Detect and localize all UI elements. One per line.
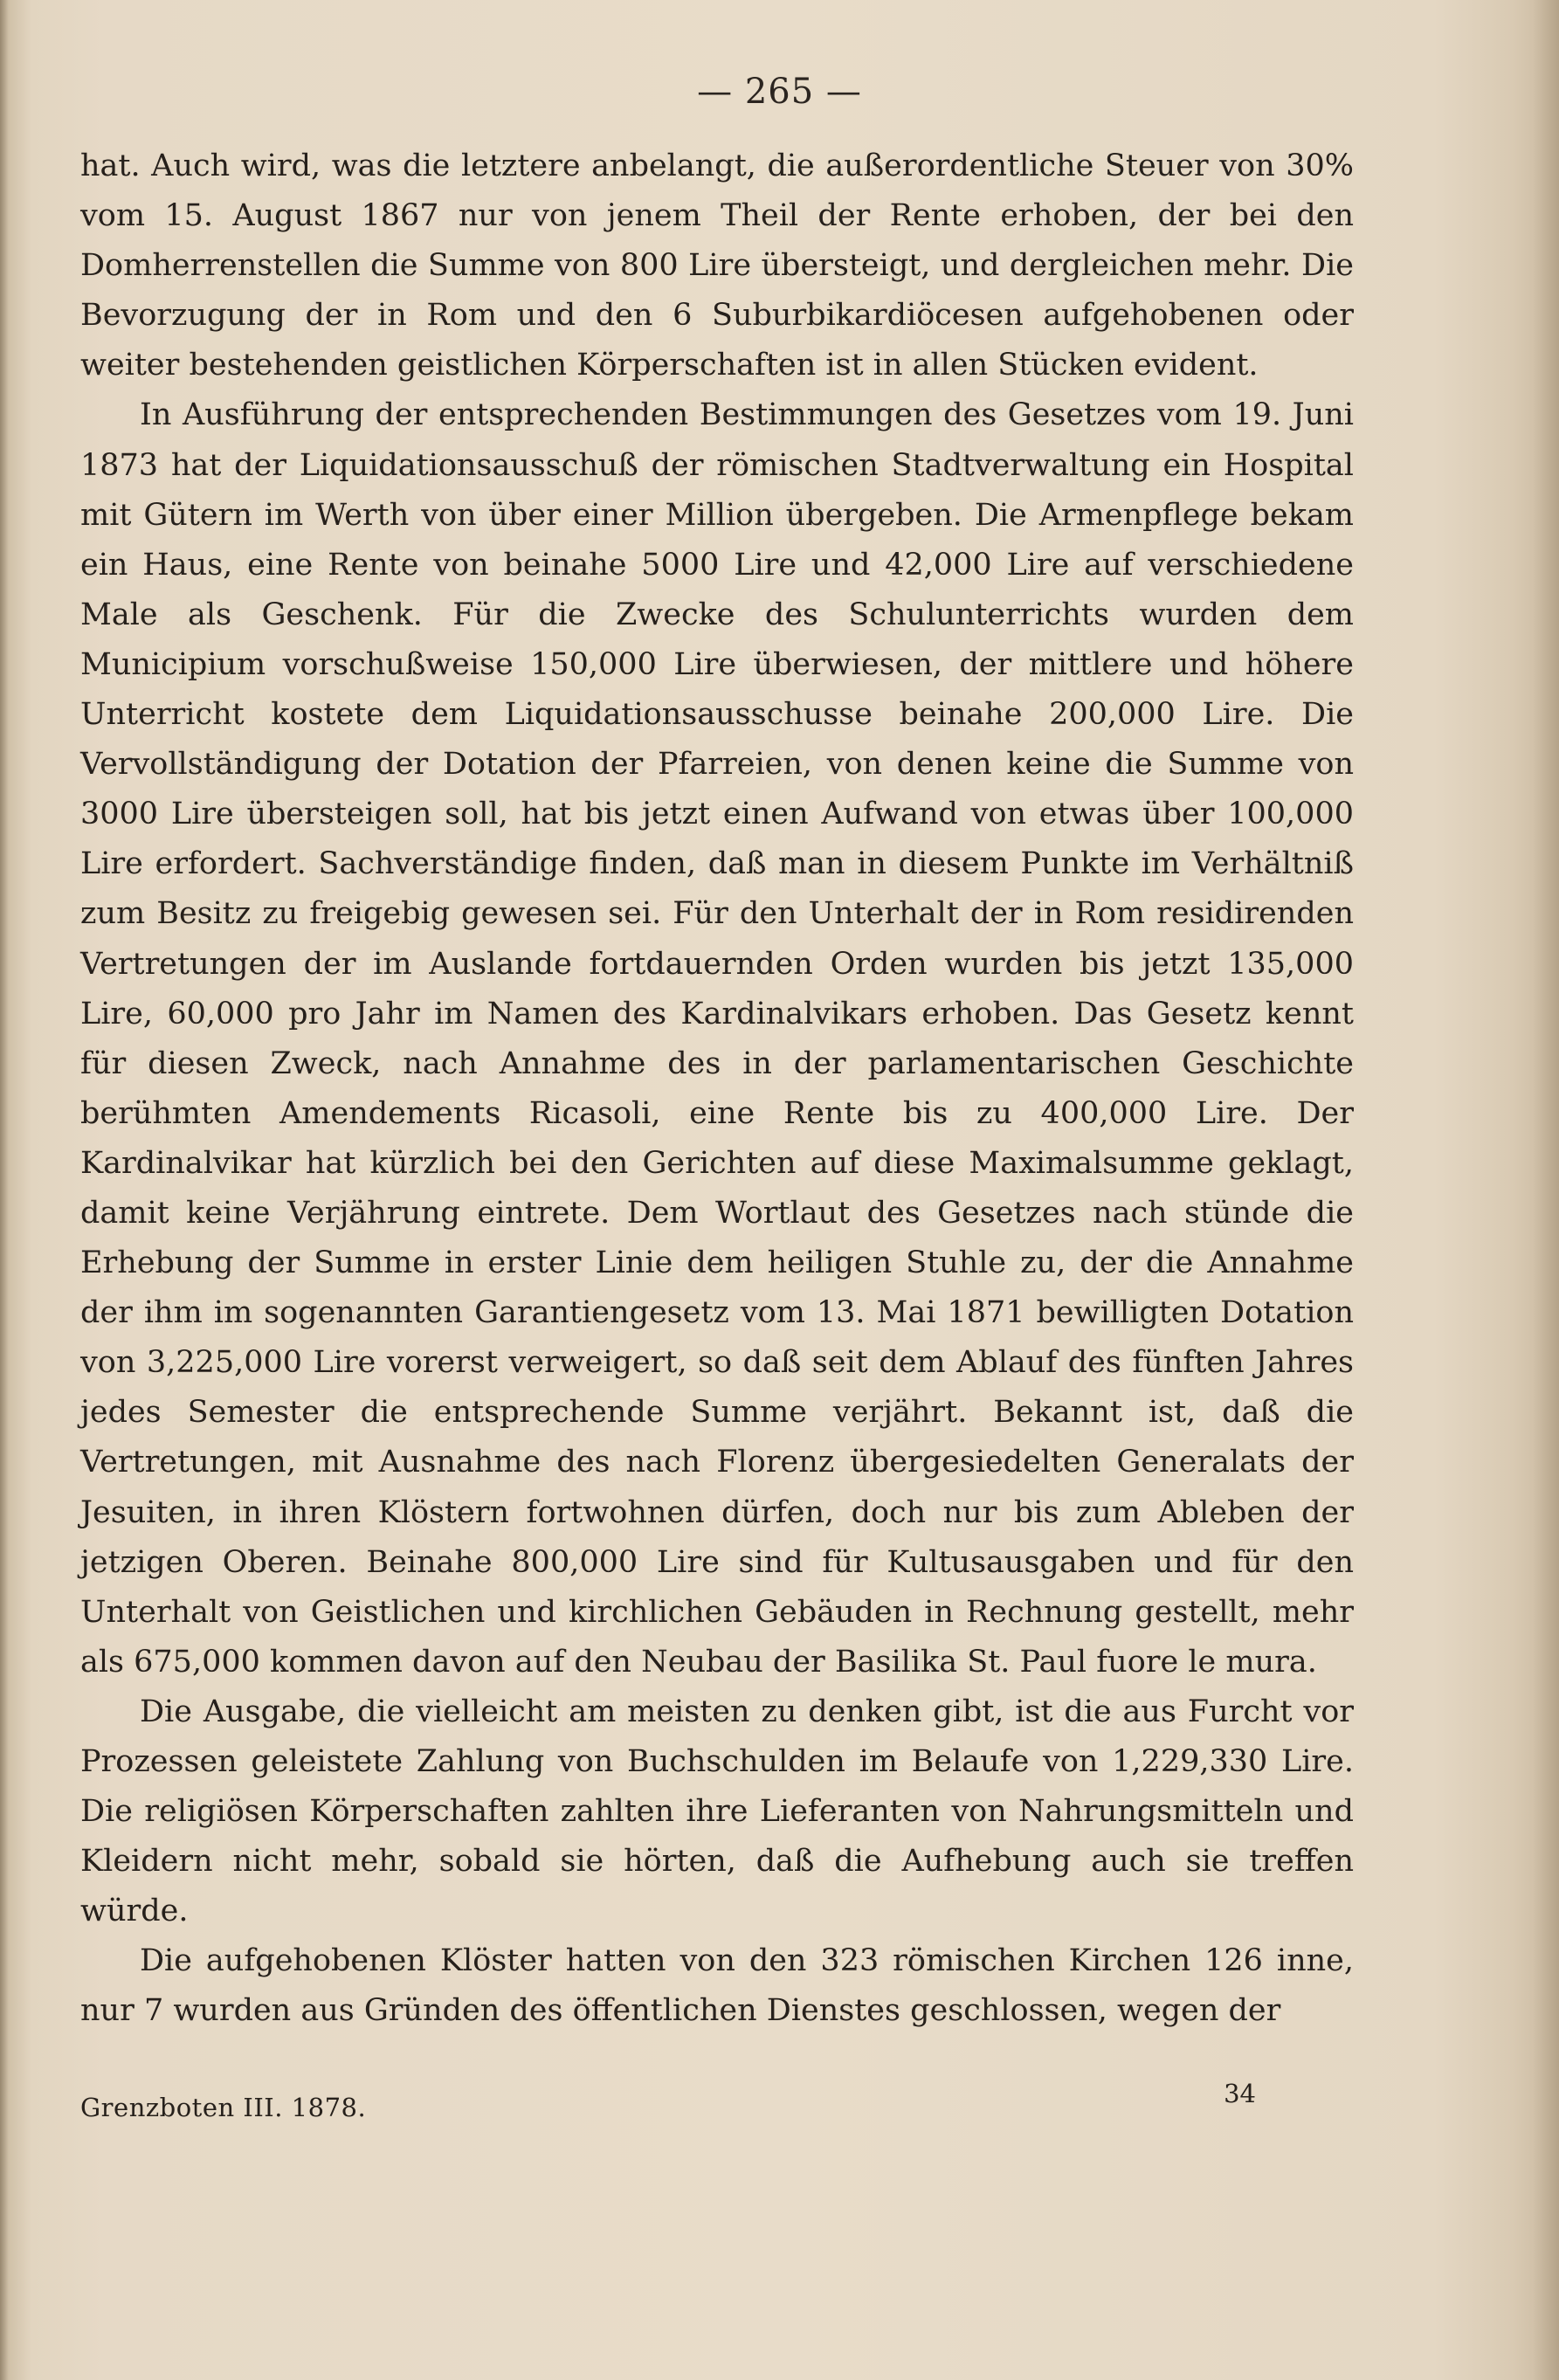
paragraph-3: Die Ausgabe, die vielleicht am meisten zu denken gibt, ist die aus Furcht vor Prozessen geleistete Zahlung von Buchschulden im Belaufe von 1,229,330 Lire. Die religiösen Körperschaften zahlten ihre Lieferanten von Nahrungsmitteln und Kleidern nicht mehr, sobald sie hörten, daß die Aufhebung auch sie treffen würde. — [80, 1694, 1354, 1929]
journal-imprint: Grenzboten III. 1878. — [80, 2093, 367, 2122]
page-edge-shadow — [1533, 0, 1559, 2380]
binding-shadow — [0, 0, 9, 2380]
signature-mark: 34 — [1224, 2079, 1256, 2108]
paragraph-4: Die aufgehobenen Klöster hatten von den 323 römischen Kirchen 126 inne, nur 7 wurden aus Gründen des öffentlichen Dienstes geschlossen, wegen der — [80, 1943, 1354, 2029]
body-text — [80, 141, 1354, 2037]
page-number: — 265 — — [697, 72, 862, 112]
paragraph-2: In Ausführung der entsprechenden Bestimmungen des Gesetzes vom 19. Juni 1873 hat der Liquidationsausschuß der römischen Stadtverwaltung ein Hospital mit Gütern im Werth von über einer Million übergeben. Die Armenpflege bekam ein Haus, eine Rente von beinahe 5000 Lire und 42,000 Lire auf verschiedene Male als Geschenk. Für die Zwecke des Schulunterrichts wurden dem Municipium vorschußweise 150,000 Lire überwiesen, der mittlere und höhere Unterricht kostete dem Liquidationsausschusse beinahe 200,000 Lire. Die Vervollständigung der Dotation der Pfarreien, von denen keine die Summe von 3000 Lire übersteigen soll, hat bis jetzt einen Aufwand von etwas über 100,000 Lire erfordert. Sachverständige finden, daß man in diesem Punkte im Verhältniß zum Besitz zu freigebig gewesen sei. Für den Unterhalt der in Rom residirenden Vertretungen der im Auslande fortdauernden Orden wurden bis jetzt 135,000 Lire, 60,000 pro Jahr im Namen des Kardinalvikars erhoben. Das Gesetz kennt für diesen Zweck, nach Annahme des in der parlamentarischen Geschichte berühmten Amendements Ricasoli, eine Rente bis zu 400,000 Lire. Der Kardinalvikar hat kürzlich bei den Gerichten auf diese Maximalsumme geklagt, damit keine Verjährung eintrete. Dem Wortlaut des Gesetzes nach stünde die Erhebung der Summe in erster Linie dem heiligen Stuhle zu, der die Annahme der ihm im sogenannten Garantiengesetz vom 13. Mai 1871 bewilligten Dotation von 3,225,000 Lire vorerst verweigert, so daß seit dem Ablauf des fünften Jahres jedes Semester die entsprechende Summe verjährt. Bekannt ist, daß die Vertretungen, mit Ausnahme des nach Florenz übergesiedelten Generalats der Jesuiten, in ihren Klöstern fortwohnen dürfen, doch nur bis zum Ableben der jetzigen Oberen. Beinahe 800,000 Lire sind für Kultusausgaben und für den Unterhalt von Geistlichen und kirchlichen Gebäuden in Rechnung gestellt, mehr als 675,000 kommen davon auf den Neubau der Basilika St. Paul fuore le mura. — [80, 397, 1354, 1680]
paragraph-1: hat. Auch wird, was die letztere anbelangt, die außerordentliche Steuer von 30% vom 15. August 1867 nur von jenem Theil der Rente erhoben, der bei den Domherrenstellen die Summe von 800 Lire übersteigt, und dergleichen mehr. Die Bevorzugung der in Rom und den 6 Suburbikardiöcesen aufgehobenen oder weiter bestehenden geistlichen Körperschaften ist in allen Stücken evident. — [80, 148, 1354, 383]
page-footer — [80, 2079, 1354, 2131]
